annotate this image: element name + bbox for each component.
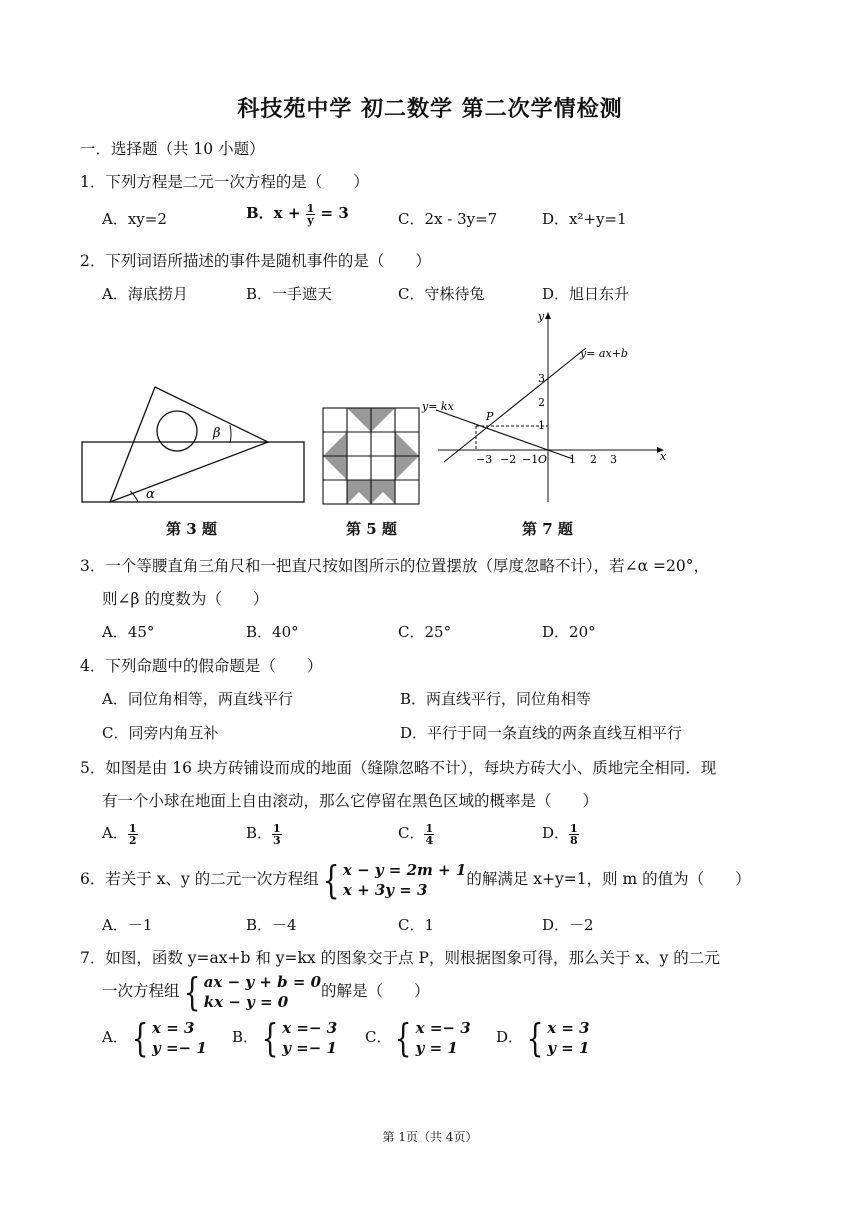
y-axis-label: y <box>538 310 545 323</box>
origin-label: O <box>538 453 548 466</box>
q5-option-c: C． $\frac{1}{4}$ <box>398 821 434 847</box>
question-7-stem: 7．如图，函数 y=ax+b 和 y=kx 的图象交于点 P，则根据图象可得，那么关于 x、y 的二元 <box>80 949 720 967</box>
q2-option-d: D．旭日东升 <box>542 285 630 303</box>
figure-3-caption: 第 3 题 <box>166 520 217 538</box>
y-tick: 3 <box>538 372 545 385</box>
q1-option-b: B．x + $\frac{1}{y}$ = 3 <box>246 201 349 227</box>
point-p-label: P <box>486 410 494 423</box>
y-tick: 1 <box>538 419 545 432</box>
q1-option-c: C．2x - 3y=7 <box>398 210 498 228</box>
figure-7-coordinate-graph <box>418 308 672 504</box>
q6-option-b: B．－4 <box>246 916 297 934</box>
question-2-stem: 2．下列词语所描述的事件是随机事件的是（ ） <box>80 252 431 270</box>
q7-option-a: A．{ x = 3 y =− 1 <box>102 1016 207 1060</box>
line-kx-label: y= kx <box>422 400 454 413</box>
page-title: 科技苑中学 初二数学 第二次学情检测 <box>237 96 623 122</box>
q6-option-a: A．－1 <box>102 916 153 934</box>
question-3-stem: 3．一个等腰直角三角尺和一把直尺按如图所示的位置摆放（厚度忽略不计），若∠α =20°， <box>80 557 709 575</box>
q7-option-d: D．{ x = 3 y = 1 <box>496 1016 590 1060</box>
q7-equation-1: ax − y + b = 0 <box>203 973 322 991</box>
x-tick: −2 <box>500 453 517 466</box>
q3-option-b: B．40° <box>246 623 299 641</box>
line-ax-b-label: y= ax+b <box>580 347 628 360</box>
question-7-stem-line2: 一次方程组{ ax − y + b = 0 kx − y = 0 的解是（ ） <box>102 970 430 1014</box>
q6-equation-1: x − y = 2m + 1 <box>342 861 467 879</box>
figure-7-caption: 第 7 题 <box>522 520 573 538</box>
y-tick: 2 <box>538 396 545 409</box>
shaded-region <box>371 408 395 432</box>
q2-option-b: B．一手遮天 <box>246 285 333 303</box>
q6-equation-2: x + 3y = 3 <box>342 881 428 899</box>
x-tick: 3 <box>610 453 617 466</box>
x-tick: −1 <box>522 453 539 466</box>
q5-option-d: D． $\frac{1}{8}$ <box>542 821 578 847</box>
page-footer: 第 1页（共 4页） <box>382 1130 478 1144</box>
question-6-stem: 6．若关于 x、y 的二元一次方程组{ x − y = 2m + 1 x + 3y = 3 的解满足 x+y=1，则 m 的值为（ ） <box>80 858 751 902</box>
q2-option-a: A．海底捞月 <box>102 285 188 303</box>
q1-option-d: D．x²+y=1 <box>542 210 627 228</box>
question-5-stem-line2: 有一个小球在地面上自由滚动，那么它停留在黑色区域的概率是（ ） <box>102 792 599 810</box>
q3-option-d: D．20° <box>542 623 596 641</box>
q6-option-d: D．－2 <box>542 916 594 934</box>
figure-5-tile-grid <box>322 406 422 506</box>
q1-option-a: A．xy=2 <box>102 210 167 228</box>
shaded-region <box>347 408 371 432</box>
q4-option-a: A．同位角相等，两直线平行 <box>102 690 293 708</box>
x-axis-label: x <box>660 450 667 463</box>
shaded-region <box>323 432 347 456</box>
q2-option-c: C．守株待兔 <box>398 285 485 303</box>
question-3-stem-line2: 则∠β 的度数为（ ） <box>102 590 269 608</box>
section-heading: 一．选择题（共 10 小题） <box>80 140 265 158</box>
question-5-stem: 5．如图是由 16 块方砖铺设而成的地面（缝隙忽略不计），每块方砖大小、质地完全相同．现 <box>80 759 717 777</box>
shaded-region <box>395 456 419 480</box>
q4-option-d: D．平行于同一条直线的两条直线互相平行 <box>400 724 683 742</box>
x-tick: −3 <box>476 453 493 466</box>
q6-option-c: C．1 <box>398 916 435 934</box>
q7-option-b: B．{ x =− 3 y =− 1 <box>232 1016 338 1060</box>
figure-3-ruler-triangle <box>80 385 308 505</box>
shaded-region <box>323 456 347 480</box>
shaded-region <box>395 432 419 456</box>
beta-label: β <box>213 426 221 441</box>
x-tick: 2 <box>590 453 597 466</box>
q3-option-a: A．45° <box>102 623 155 641</box>
q5-option-b: B． $\frac{1}{3}$ <box>246 821 281 847</box>
q5-option-a: A． $\frac{1}{2}$ <box>102 821 137 847</box>
q4-option-c: C．同旁内角互补 <box>102 724 219 742</box>
x-tick: 1 <box>569 453 576 466</box>
alpha-label: α <box>146 487 155 502</box>
question-1-stem: 1．下列方程是二元一次方程的是（ ） <box>80 173 369 191</box>
q7-option-c: C．{ x =− 3 y = 1 <box>365 1016 471 1060</box>
figure-5-caption: 第 5 题 <box>346 520 397 538</box>
q7-equation-2: kx − y = 0 <box>203 993 289 1011</box>
q4-option-b: B．两直线平行，同位角相等 <box>400 690 592 708</box>
q3-option-c: C．25° <box>398 623 452 641</box>
question-4-stem: 4．下列命题中的假命题是（ ） <box>80 657 323 675</box>
